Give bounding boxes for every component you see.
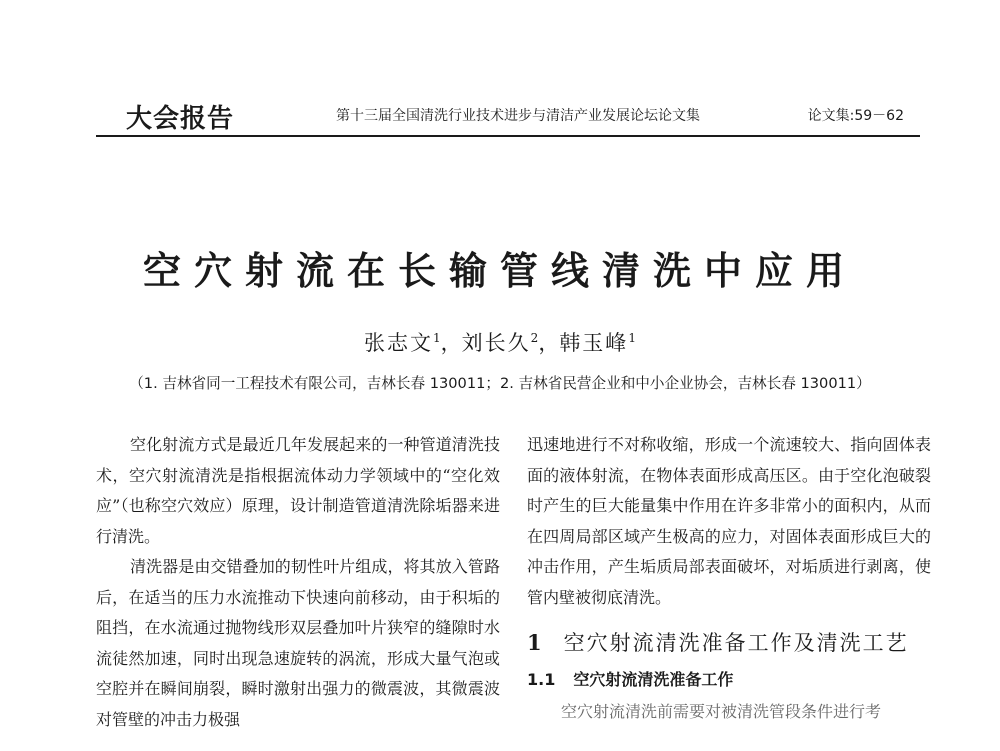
author-name: 张志文 <box>364 331 434 355</box>
author-affil-mark: 1 <box>628 331 636 345</box>
section-heading <box>527 623 931 663</box>
body-column-left <box>96 430 500 735</box>
body-column-right <box>527 430 931 728</box>
report-logo: 大会报告 <box>126 104 235 134</box>
affiliation: （1. 吉林省同一工程技术有限公司，吉林长春 130011；2. 吉林省民营企业和中小企业协会，吉林长春 130011） <box>129 375 871 392</box>
body-paragraph-start: 空穴射流清洗前需要对被清洗管段条件进行考 <box>561 702 882 721</box>
section-title: 空穴射流清洗准备工作及清洗工艺 <box>563 631 909 655</box>
paper-title: 空穴射流在长输管线清洗中应用 <box>142 248 857 293</box>
section-number: 1 <box>527 630 542 655</box>
body-paragraph: 清洗器是由交错叠加的韧性叶片组成，将其放入管路后，在适当的压力水流推动下快速向前移动，由于积垢的阻挡，在水流通过抛物线形双层叠加叶片狭窄的缝隙时水流徒然加速，同时出现急速旋转的涡流，形成大量气泡或空腔并在瞬间崩裂，瞬时激射出强力的微震波，其微震波对管壁的冲击力极强 <box>96 557 500 729</box>
subsection-heading <box>527 663 931 697</box>
author-name: 韩玉峰 <box>559 331 629 355</box>
author-name: 刘长久 <box>461 331 531 355</box>
body-paragraph: 迅速地进行不对称收缩，形成一个流速较大、指向固体表面的液体射流，在物体表面形成高压区。由于空化泡破裂时产生的巨大能量集中作用在许多非常小的面积内，从而在四周局部区域产生极高的应力，对固体表面形成巨大的冲击作用，产生垢质局部表面破坏，对垢质进行剥离，使管内壁被彻底清洗。 <box>527 435 931 607</box>
page-range: 论文集:59－62 <box>807 108 904 124</box>
conference-name: 第十三届全国清洗行业技术进步与清洁产业发展论坛论文集 <box>336 108 700 124</box>
author-separator: ， <box>538 331 560 355</box>
author-separator: ， <box>440 331 462 355</box>
subsection-title: 空穴射流清洗准备工作 <box>573 670 734 689</box>
subsection-number: 1.1 <box>527 670 556 689</box>
page-header <box>96 92 920 136</box>
author-affil-mark: 2 <box>530 331 539 345</box>
body-paragraph: 空化射流方式是最近几年发展起来的一种管道清洗技术，空穴射流清洗是指根据流体动力学领域中的“空化效应”（也称空穴效应）原理，设计制造管道清洗除垢器来进行清洗。 <box>96 435 500 546</box>
header-rule <box>96 135 920 137</box>
author-affil-mark: 1 <box>433 331 441 345</box>
author-list <box>0 327 1000 357</box>
